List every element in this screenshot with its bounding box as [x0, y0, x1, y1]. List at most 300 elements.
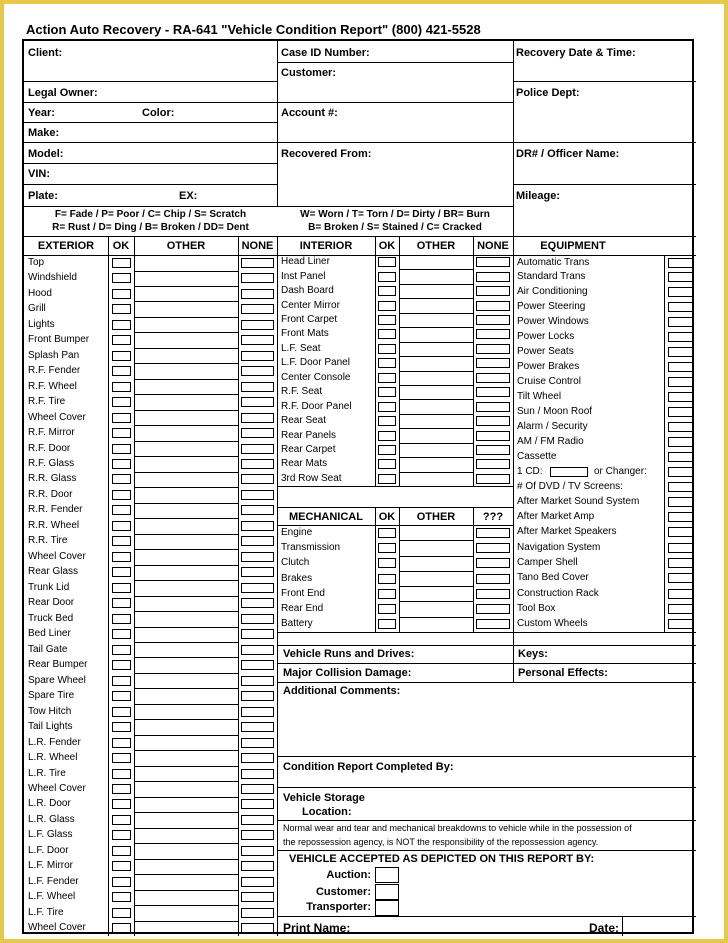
equipment-checkbox[interactable] [668, 452, 693, 462]
row-divider [134, 874, 238, 875]
row-divider [399, 617, 473, 618]
exterior-ok-checkbox[interactable] [112, 877, 131, 887]
mechanical-other-header: OTHER [416, 511, 456, 523]
row-divider [134, 472, 238, 473]
equipment-checkbox[interactable] [668, 558, 693, 568]
interior-ok-checkbox[interactable] [378, 459, 396, 469]
row-divider [134, 859, 238, 860]
location-label: Location: [302, 806, 352, 818]
customer-accept-label: Customer: [315, 886, 371, 898]
row-divider [399, 342, 473, 343]
interior-header: INTERIOR [299, 240, 353, 252]
exterior-item-label: L.R. Wheel [28, 752, 78, 763]
exterior-none-checkbox[interactable] [241, 273, 274, 283]
row-divider [134, 688, 238, 689]
interior-item-label: Head Liner [281, 256, 330, 268]
comments-label: Additional Comments: [283, 685, 401, 697]
liability-note: Normal wear and tear and mechanical breakdowns to vehicle while in the possession of the repossession agency, is NOT the responsibility of the repossession agency. [283, 823, 632, 847]
row-divider [134, 441, 238, 442]
row-divider [134, 363, 238, 364]
interior-none-checkbox[interactable] [476, 445, 510, 455]
exterior-none-checkbox[interactable] [241, 707, 274, 717]
mechanical-unknown-checkbox[interactable] [476, 528, 510, 538]
equipment-item-label: Tool Box [517, 603, 556, 614]
year-label: Year: [28, 107, 55, 119]
row-divider [399, 298, 473, 299]
interior-ok-checkbox[interactable] [378, 329, 396, 339]
interior-none-checkbox[interactable] [476, 315, 510, 325]
exterior-item-label: R.R. Fender [28, 504, 83, 516]
equipment-checkbox[interactable] [668, 287, 693, 297]
exterior-none-checkbox[interactable] [241, 320, 274, 330]
interior-item-label: Inst Panel [281, 270, 326, 282]
exterior-none-checkbox[interactable] [241, 923, 274, 933]
interior-item-label: 3rd Row Seat [281, 472, 342, 484]
equipment-item-label: Alarm / Security [517, 420, 588, 432]
exterior-item-label: Wheel Cover [28, 411, 86, 423]
mechanical-unknown-checkbox[interactable] [476, 543, 510, 553]
exterior-ok-checkbox[interactable] [112, 552, 131, 562]
interior-ok-checkbox[interactable] [378, 402, 396, 412]
equipment-item-label: Standard Trans [517, 271, 586, 283]
exterior-none-checkbox[interactable] [241, 846, 274, 856]
exterior-none-checkbox[interactable] [241, 490, 274, 500]
mechanical-ok-header: OK [378, 511, 396, 523]
exterior-none-checkbox[interactable] [241, 552, 274, 562]
interior-none-checkbox[interactable] [476, 373, 510, 383]
exterior-none-checkbox[interactable] [241, 753, 274, 763]
equipment-checkbox[interactable] [668, 362, 693, 372]
row-divider [134, 642, 238, 643]
exterior-ok-checkbox[interactable] [112, 258, 131, 268]
exterior-ok-checkbox[interactable] [112, 382, 131, 392]
date-label: Date: [589, 921, 620, 935]
exterior-none-checkbox[interactable] [241, 428, 274, 438]
interior-none-checkbox[interactable] [476, 416, 510, 426]
exterior-none-header: NONE [241, 240, 274, 252]
exterior-legend: F= Fade / P= Poor / C= Chip / S= Scratch R= Rust / D= Ding / B= Broken / DD= Dent [52, 209, 249, 233]
exterior-item-label: Wheel Cover [28, 783, 86, 794]
mechanical-item-label: Battery [281, 618, 313, 630]
row-divider [134, 394, 238, 395]
exterior-none-checkbox[interactable] [241, 474, 274, 484]
interior-item-label: Rear Seat [281, 415, 327, 426]
exterior-ok-checkbox[interactable] [112, 614, 131, 624]
exterior-none-checkbox[interactable] [241, 660, 274, 670]
exterior-item-label: L.F. Wheel [28, 891, 76, 903]
exterior-none-checkbox[interactable] [241, 645, 274, 655]
row-divider [134, 456, 238, 457]
account-label: Account #: [281, 107, 338, 119]
keys-label: Keys: [518, 648, 548, 660]
equipment-item-label: Power Seats [517, 346, 574, 357]
exterior-none-checkbox[interactable] [241, 629, 274, 639]
exterior-item-label: R.F. Glass [28, 457, 75, 469]
row-divider [134, 503, 238, 504]
exterior-none-checkbox[interactable] [241, 413, 274, 423]
mechanical-unknown-checkbox[interactable] [476, 574, 510, 584]
exterior-ok-checkbox[interactable] [112, 583, 131, 593]
changer-label: or Changer: [594, 466, 647, 477]
exterior-ok-checkbox[interactable] [112, 753, 131, 763]
storage-label: Vehicle Storage [283, 792, 365, 804]
exterior-ok-checkbox[interactable] [112, 536, 131, 546]
police-dept-label: Police Dept: [516, 87, 580, 99]
exterior-ok-checkbox[interactable] [112, 799, 131, 809]
exterior-item-label: L.F. Door [28, 844, 69, 856]
equipment-item-label: After Market Speakers [517, 526, 617, 538]
exterior-item-label: Rear Bumper [28, 659, 88, 671]
equipment-checkbox[interactable] [668, 573, 693, 583]
interior-none-header: NONE [477, 240, 509, 252]
exterior-ok-checkbox[interactable] [112, 428, 131, 438]
mechanical-ok-checkbox[interactable] [378, 619, 396, 629]
equipment-checkbox[interactable] [668, 332, 693, 342]
exterior-none-checkbox[interactable] [241, 830, 274, 840]
transporter-label: Transporter: [306, 901, 371, 913]
exterior-ok-checkbox[interactable] [112, 335, 131, 345]
dvd-label: # Of DVD / TV Screens: [517, 481, 623, 492]
report-title: Action Auto Recovery - RA-641 "Vehicle Condition Report" (800) 421-5528 [26, 22, 481, 37]
exterior-item-label: Grill [28, 303, 46, 315]
equipment-checkbox[interactable] [668, 604, 693, 614]
exterior-none-checkbox[interactable] [241, 304, 274, 314]
equipment-checkbox[interactable] [668, 272, 693, 282]
exterior-ok-checkbox[interactable] [112, 784, 131, 794]
exterior-ok-checkbox[interactable] [112, 320, 131, 330]
exterior-none-checkbox[interactable] [241, 784, 274, 794]
exterior-none-checkbox[interactable] [241, 892, 274, 902]
exterior-none-checkbox[interactable] [241, 799, 274, 809]
exterior-ok-checkbox[interactable] [112, 645, 131, 655]
recovered-from-label: Recovered From: [281, 148, 372, 160]
interior-item-label: Rear Panels [281, 429, 337, 441]
row-divider [134, 797, 238, 798]
equipment-checkbox[interactable] [668, 543, 693, 553]
exterior-ok-checkbox[interactable] [112, 861, 131, 871]
mileage-label: Mileage: [516, 190, 561, 202]
exterior-item-label: L.R. Door [28, 798, 71, 810]
row-divider [134, 781, 238, 782]
exterior-item-label: Spare Wheel [28, 674, 86, 686]
exterior-ok-checkbox[interactable] [112, 459, 131, 469]
exterior-none-checkbox[interactable] [241, 567, 274, 577]
interior-none-checkbox[interactable] [476, 459, 510, 469]
ex-label: EX: [179, 190, 198, 202]
mechanical-unknown-checkbox[interactable] [476, 589, 510, 599]
exterior-ok-checkbox[interactable] [112, 304, 131, 314]
exterior-ok-checkbox[interactable] [112, 815, 131, 825]
exterior-none-checkbox[interactable] [241, 505, 274, 515]
exterior-item-label: R.F. Wheel [28, 380, 77, 392]
exterior-item-label: Tail Lights [28, 721, 73, 733]
exterior-item-label: Bed Liner [28, 628, 71, 640]
cd-checkbox[interactable] [550, 467, 588, 477]
interior-other-header: OTHER [416, 240, 456, 252]
exterior-none-checkbox[interactable] [241, 877, 274, 887]
exterior-none-checkbox[interactable] [241, 861, 274, 871]
interior-none-checkbox[interactable] [476, 329, 510, 339]
exterior-none-checkbox[interactable] [241, 444, 274, 454]
exterior-ok-checkbox[interactable] [112, 474, 131, 484]
color-label: Color: [142, 107, 175, 119]
equipment-item-label: After Market Sound System [517, 495, 640, 507]
exterior-none-checkbox[interactable] [241, 459, 274, 469]
exterior-ok-checkbox[interactable] [112, 830, 131, 840]
mechanical-unknown-header: ??? [482, 511, 504, 523]
row-divider [134, 843, 238, 844]
mechanical-unknown-checkbox[interactable] [476, 604, 510, 614]
interior-item-label: R.F. Door Panel [281, 400, 352, 412]
row-divider [134, 271, 238, 272]
exterior-item-label: L.F. Glass [28, 829, 73, 841]
exterior-ok-checkbox[interactable] [112, 629, 131, 639]
exterior-item-label: R.F. Door [28, 442, 71, 454]
exterior-ok-checkbox[interactable] [112, 351, 131, 361]
row-divider [134, 580, 238, 581]
interior-none-checkbox[interactable] [476, 286, 510, 296]
equipment-item-label: Cassette [517, 450, 557, 462]
equipment-checkbox[interactable] [668, 497, 693, 507]
dvd-checkbox[interactable] [668, 482, 693, 492]
exterior-ok-checkbox[interactable] [112, 273, 131, 283]
mechanical-unknown-checkbox[interactable] [476, 619, 510, 629]
row-divider [399, 414, 473, 415]
exterior-item-label: Windshield [28, 272, 77, 284]
exterior-none-checkbox[interactable] [241, 583, 274, 593]
exterior-ok-checkbox[interactable] [112, 707, 131, 717]
interior-none-checkbox[interactable] [476, 344, 510, 354]
mechanical-item-label: Transmission [281, 541, 341, 553]
interior-ok-checkbox[interactable] [378, 344, 396, 354]
exterior-none-checkbox[interactable] [241, 738, 274, 748]
exterior-none-checkbox[interactable] [241, 536, 274, 546]
equipment-checkbox[interactable] [668, 407, 693, 417]
exterior-none-checkbox[interactable] [241, 335, 274, 345]
equipment-checkbox[interactable] [668, 258, 693, 268]
row-divider [134, 332, 238, 333]
equipment-item-label: Sun / Moon Roof [517, 405, 593, 417]
exterior-ok-checkbox[interactable] [112, 505, 131, 515]
exterior-ok-checkbox[interactable] [112, 397, 131, 407]
mechanical-ok-checkbox[interactable] [378, 558, 396, 568]
row-divider [134, 301, 238, 302]
exterior-none-checkbox[interactable] [241, 258, 274, 268]
equipment-checkbox[interactable] [668, 392, 693, 402]
exterior-none-checkbox[interactable] [241, 722, 274, 732]
interior-ok-checkbox[interactable] [378, 445, 396, 455]
row-divider [134, 348, 238, 349]
row-divider [399, 571, 473, 572]
exterior-item-label: L.F. Tire [28, 906, 64, 918]
equipment-checkbox[interactable] [668, 377, 693, 387]
exterior-ok-checkbox[interactable] [112, 660, 131, 670]
interior-none-checkbox[interactable] [476, 431, 510, 441]
row-divider [399, 556, 473, 557]
interior-item-label: Center Mirror [281, 299, 340, 311]
mechanical-ok-checkbox[interactable] [378, 589, 396, 599]
interior-item-label: Rear Carpet [281, 443, 336, 455]
exterior-ok-checkbox[interactable] [112, 490, 131, 500]
personal-effects-label: Personal Effects: [518, 667, 608, 679]
interior-none-checkbox[interactable] [476, 272, 510, 282]
vin-label: VIN: [28, 168, 50, 180]
equipment-checkbox[interactable] [668, 527, 693, 537]
interior-none-checkbox[interactable] [476, 387, 510, 397]
customer-box[interactable] [375, 884, 399, 900]
exterior-ok-checkbox[interactable] [112, 366, 131, 376]
equipment-item-label: Tilt Wheel [517, 390, 562, 402]
equipment-item-label: Camper Shell [517, 557, 578, 568]
row-divider [399, 284, 473, 285]
interior-item-label: Rear Mats [281, 458, 328, 470]
equipment-checkbox[interactable] [668, 589, 693, 599]
exterior-item-label: Truck Bed [28, 612, 74, 624]
exterior-none-checkbox[interactable] [241, 289, 274, 299]
equipment-checkbox[interactable] [668, 317, 693, 327]
row-divider [134, 905, 238, 906]
exterior-item-label: Tail Gate [28, 643, 68, 655]
row-divider [399, 269, 473, 270]
interior-none-checkbox[interactable] [476, 474, 510, 484]
interior-none-checkbox[interactable] [476, 402, 510, 412]
equipment-checkbox[interactable] [668, 347, 693, 357]
interior-ok-checkbox[interactable] [378, 358, 396, 368]
cd-label: 1 CD: [517, 466, 543, 477]
exterior-ok-checkbox[interactable] [112, 923, 131, 933]
row-divider [399, 371, 473, 372]
mechanical-ok-checkbox[interactable] [378, 543, 396, 553]
exterior-none-checkbox[interactable] [241, 382, 274, 392]
exterior-ok-checkbox[interactable] [112, 413, 131, 423]
exterior-ok-checkbox[interactable] [112, 722, 131, 732]
interior-none-checkbox[interactable] [476, 301, 510, 311]
exterior-ok-checkbox[interactable] [112, 892, 131, 902]
exterior-item-label: Trunk Lid [28, 581, 70, 593]
equipment-item-label: Custom Wheels [517, 618, 588, 630]
interior-ok-checkbox[interactable] [378, 286, 396, 296]
interior-ok-checkbox[interactable] [378, 387, 396, 397]
row-divider [399, 399, 473, 400]
mechanical-ok-checkbox[interactable] [378, 528, 396, 538]
exterior-item-label: L.R. Fender [28, 736, 81, 748]
exterior-none-checkbox[interactable] [241, 397, 274, 407]
exterior-item-label: R.F. Mirror [28, 427, 75, 438]
exterior-ok-checkbox[interactable] [112, 691, 131, 701]
exterior-ok-checkbox[interactable] [112, 769, 131, 779]
exterior-none-checkbox[interactable] [241, 676, 274, 686]
exterior-item-label: R.R. Wheel [28, 519, 80, 531]
exterior-ok-checkbox[interactable] [112, 521, 131, 531]
row-divider [134, 425, 238, 426]
interior-item-label: L.F. Seat [281, 342, 321, 354]
exterior-ok-checkbox[interactable] [112, 738, 131, 748]
make-label: Make: [28, 127, 60, 139]
equipment-item-label: Power Brakes [517, 361, 580, 372]
equipment-checkbox[interactable] [668, 302, 693, 312]
row-divider [399, 313, 473, 314]
interior-ok-header: OK [378, 240, 396, 252]
exterior-ok-checkbox[interactable] [112, 846, 131, 856]
mechanical-ok-checkbox[interactable] [378, 574, 396, 584]
exterior-item-label: Wheel Cover [28, 550, 86, 562]
row-divider [399, 540, 473, 541]
interior-none-checkbox[interactable] [476, 358, 510, 368]
exterior-none-checkbox[interactable] [241, 815, 274, 825]
exterior-ok-checkbox[interactable] [112, 598, 131, 608]
exterior-ok-checkbox[interactable] [112, 908, 131, 918]
interior-ok-checkbox[interactable] [378, 272, 396, 282]
equipment-item-label: AM / FM Radio [517, 435, 584, 447]
mechanical-unknown-checkbox[interactable] [476, 558, 510, 568]
exterior-none-checkbox[interactable] [241, 908, 274, 918]
equipment-checkbox[interactable] [668, 619, 693, 629]
exterior-item-label: Front Bumper [28, 334, 90, 346]
exterior-item-label: Hood [28, 287, 52, 299]
exterior-none-checkbox[interactable] [241, 598, 274, 608]
exterior-none-checkbox[interactable] [241, 769, 274, 779]
exterior-item-label: R.R. Glass [28, 473, 77, 485]
mechanical-item-label: Rear End [281, 603, 324, 615]
exterior-none-checkbox[interactable] [241, 614, 274, 624]
row-divider [134, 921, 238, 922]
exterior-ok-checkbox[interactable] [112, 444, 131, 454]
exterior-ok-checkbox[interactable] [112, 567, 131, 577]
interior-ok-checkbox[interactable] [378, 257, 396, 267]
row-divider [134, 673, 238, 674]
exterior-none-checkbox[interactable] [241, 351, 274, 361]
interior-ok-checkbox[interactable] [378, 474, 396, 484]
exterior-item-label: R.F. Fender [28, 365, 81, 377]
row-divider [399, 586, 473, 587]
equipment-checkbox[interactable] [668, 422, 693, 432]
row-divider [399, 457, 473, 458]
interior-ok-checkbox[interactable] [378, 315, 396, 325]
interior-none-checkbox[interactable] [476, 257, 510, 267]
mechanical-header: MECHANICAL [289, 511, 363, 523]
row-divider [134, 627, 238, 628]
exterior-item-label: Rear Door [28, 597, 75, 609]
exterior-item-label: Top [28, 256, 45, 268]
mechanical-ok-checkbox[interactable] [378, 604, 396, 614]
interior-ok-checkbox[interactable] [378, 373, 396, 383]
exterior-ok-checkbox[interactable] [112, 289, 131, 299]
exterior-none-checkbox[interactable] [241, 521, 274, 531]
auction-box[interactable] [375, 867, 399, 883]
interior-ok-checkbox[interactable] [378, 301, 396, 311]
exterior-item-label: R.F. Tire [28, 396, 66, 407]
changer-checkbox[interactable] [668, 467, 693, 477]
interior-ok-checkbox[interactable] [378, 416, 396, 426]
exterior-item-label: Rear Glass [28, 566, 79, 578]
exterior-ok-checkbox[interactable] [112, 676, 131, 686]
interior-ok-checkbox[interactable] [378, 431, 396, 441]
row-divider [134, 379, 238, 380]
transporter-box[interactable] [375, 900, 399, 916]
row-divider [134, 657, 238, 658]
equipment-checkbox[interactable] [668, 512, 693, 522]
row-divider [134, 565, 238, 566]
customer-label: Customer: [281, 67, 337, 79]
interior-item-label: Dash Board [281, 285, 334, 297]
exterior-none-checkbox[interactable] [241, 366, 274, 376]
row-divider [134, 719, 238, 720]
equipment-checkbox[interactable] [668, 437, 693, 447]
exterior-none-checkbox[interactable] [241, 691, 274, 701]
interior-item-label: Front Carpet [281, 314, 338, 325]
row-divider [134, 890, 238, 891]
client-label: Client: [28, 47, 63, 59]
